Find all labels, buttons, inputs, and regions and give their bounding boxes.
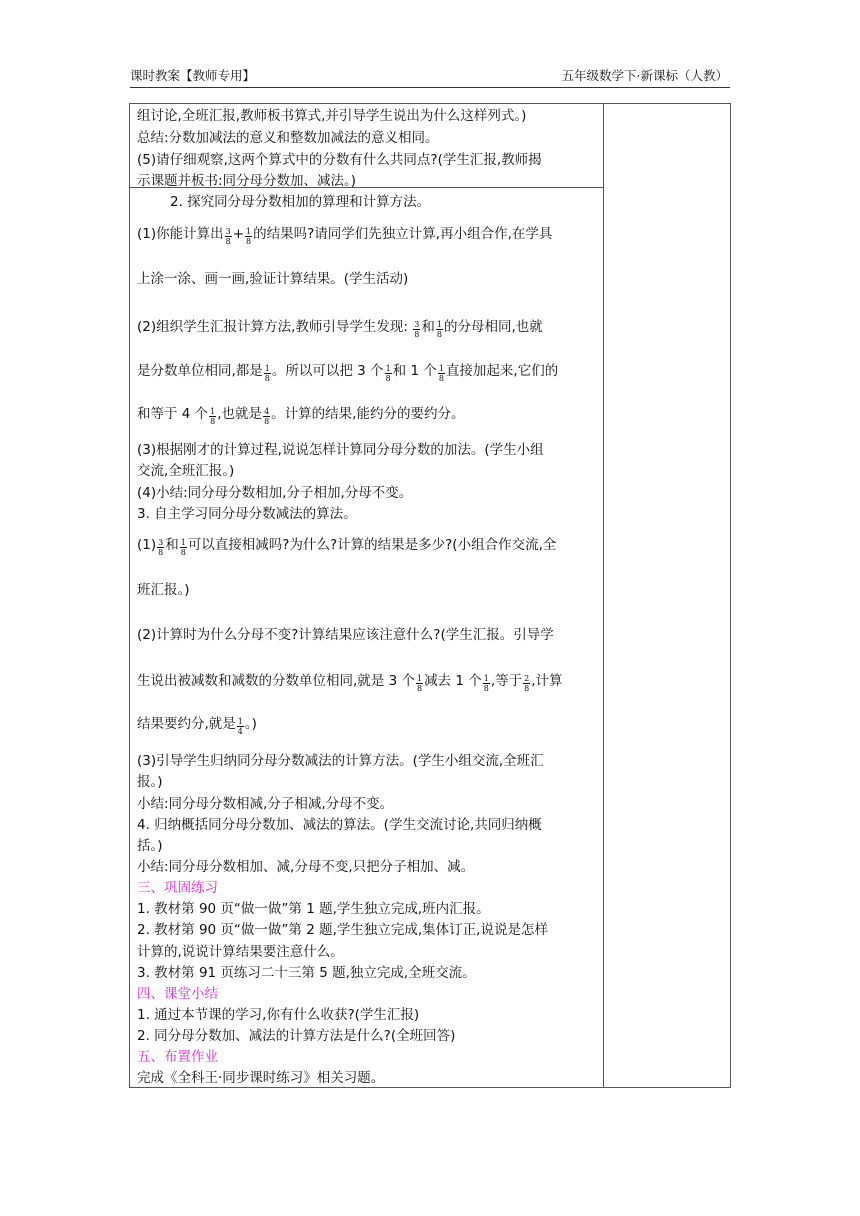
lesson-table	[129, 103, 731, 1088]
text-segment: 。计算的结果,能约分的要约分。	[271, 406, 465, 422]
fraction-1-8: $\frac{1}{8}$	[264, 364, 270, 383]
fraction-1-8: $\frac{1}{8}$	[483, 674, 489, 693]
text-line: 上涂一涂、画一画,验证计算结果。(学生活动)	[137, 271, 409, 287]
fraction-1-8: $\frac{1}{8}$	[385, 364, 391, 383]
text-line	[137, 225, 552, 246]
fraction-1-8: $\frac{1}{8}$	[210, 407, 216, 426]
text-line	[137, 405, 464, 426]
text-line: (5)请仔细观察,这两个算式中的分数有什么共同点?(学生汇报,教师揭	[137, 152, 542, 168]
fraction-1-8: $\frac{1}{8}$	[416, 674, 423, 693]
text-line: 括。)	[137, 838, 163, 854]
text-line: 完成《全科王·同步课时练习》相关习题。	[137, 1070, 385, 1086]
text-line	[137, 672, 563, 693]
section-heading-practice: 三、巩固练习	[137, 880, 218, 896]
text-line: 3. 自主学习同分母分数减法的算法。	[137, 506, 357, 522]
fraction-3-8: $\frac{3}{8}$	[225, 227, 231, 246]
text-segment: 。)	[244, 716, 257, 732]
fraction-2-8: $\frac{2}{8}$	[524, 674, 530, 693]
text-segment: 生说出被减数和减数的分数单位相同,就是 3 个	[137, 673, 415, 689]
text-segment: +	[232, 226, 245, 242]
text-line: 组讨论,全班汇报,教师板书算式,并引导学生说出为什么这样列式。)	[137, 108, 527, 124]
text-line: 4. 归纳概括同分母分数加、减法的算法。(学生交流讨论,共同归纳概	[137, 817, 542, 833]
text-segment: 的分母相同,也就	[443, 319, 543, 335]
text-segment: 和等于 4 个	[137, 406, 209, 422]
text-segment: 。所以可以把 3 个	[271, 363, 384, 379]
text-line: 班汇报。)	[137, 582, 190, 598]
header-left: 课时教案【教师专用】	[130, 68, 256, 83]
text-segment: (1)	[137, 537, 157, 553]
text-line: 1. 通过本节课的学习,你有什么收获?(学生汇报)	[137, 1007, 420, 1023]
fraction-1-8: $\frac{1}{8}$	[246, 227, 252, 246]
fraction-3-8: $\frac{3}{8}$	[414, 320, 420, 339]
text-line: (2)计算时为什么分母不变?计算结果应该注意什么?(学生汇报。引导学	[137, 627, 554, 643]
text-segment: ,等于	[490, 673, 523, 689]
text-line	[137, 362, 558, 383]
text-line: 总结:分数加减法的意义和整数加减法的意义相同。	[137, 130, 439, 146]
header-right: 五年级数学下·新课标（人教）	[561, 68, 728, 83]
text-line	[137, 536, 556, 557]
fraction-1-4: $\frac{1}{4}$	[237, 717, 243, 736]
text-segment: 和	[165, 537, 179, 553]
section-subheading: 2. 探究同分母分数相加的算理和计算方法。	[170, 194, 431, 210]
text-segment: 结果要约分,就是	[137, 716, 236, 732]
text-segment: 是分数单位相同,都是	[137, 363, 263, 379]
column-divider	[603, 104, 604, 1087]
text-segment: ,也就是	[217, 406, 263, 422]
text-segment: 和 1 个	[392, 363, 437, 379]
fraction-1-8: $\frac{1}{8}$	[180, 538, 186, 557]
text-segment: ,计算	[531, 673, 563, 689]
header-rule	[130, 87, 730, 88]
section-heading-summary: 四、课堂小结	[137, 986, 218, 1002]
text-segment: 可以直接相减吗?为什么?计算的结果是多少?(小组合作交流,全	[187, 537, 557, 553]
text-line: (4)小结:同分母分数相加,分子相加,分母不变。	[137, 485, 413, 501]
text-segment: (2)组织学生汇报计算方法,教师引导学生发现:	[137, 319, 408, 335]
section-heading-homework: 五、布置作业	[137, 1049, 218, 1065]
text-line: 报。)	[137, 774, 163, 790]
text-segment: (1)你能计算出	[137, 226, 224, 242]
text-line: 交流,全班汇报。)	[137, 463, 235, 479]
text-line: 3. 教材第 91 页练习二十三第 5 题,独立完成,全班交流。	[137, 965, 476, 981]
text-segment: 和	[421, 319, 435, 335]
text-line	[137, 318, 543, 339]
text-line	[137, 715, 257, 736]
fraction-1-8: $\frac{1}{8}$	[438, 364, 444, 383]
text-line: (3)引导学生归纳同分母分数减法的计算方法。(学生小组交流,全班汇	[137, 753, 544, 769]
fraction-3-8: $\frac{3}{8}$	[158, 538, 164, 557]
text-segment: 减去 1 个	[424, 673, 482, 689]
text-line: (3)根据刚才的计算过程,说说怎样计算同分母分数的加法。(学生小组	[137, 442, 544, 458]
text-line: 2. 教材第 90 页“做一做”第 2 题,学生独立完成,集体订正,说说是怎样	[137, 922, 548, 938]
text-line: 小结:同分母分数相加、减,分母不变,只把分子相加、减。	[137, 859, 475, 875]
text-line: 1. 教材第 90 页“做一做”第 1 题,学生独立完成,班内汇报。	[137, 901, 490, 917]
text-line: 计算的,说说计算结果要注意什么。	[137, 944, 344, 960]
fraction-1-8: $\frac{1}{8}$	[436, 320, 442, 339]
fraction-4-8: $\frac{4}{8}$	[264, 407, 270, 426]
page-header	[130, 66, 730, 86]
text-line: 2. 同分母分数加、减法的计算方法是什么?(全班回答)	[137, 1028, 456, 1044]
text-segment: 直接加起来,它们的	[445, 363, 559, 379]
text-line: 示课题并板书:同分母分数加、减法。)	[137, 173, 357, 189]
text-line: 小结:同分母分数相减,分子相减,分母不变。	[137, 796, 394, 812]
text-segment: 的结果吗?请同学们先独立计算,再小组合作,在学具	[253, 226, 553, 242]
